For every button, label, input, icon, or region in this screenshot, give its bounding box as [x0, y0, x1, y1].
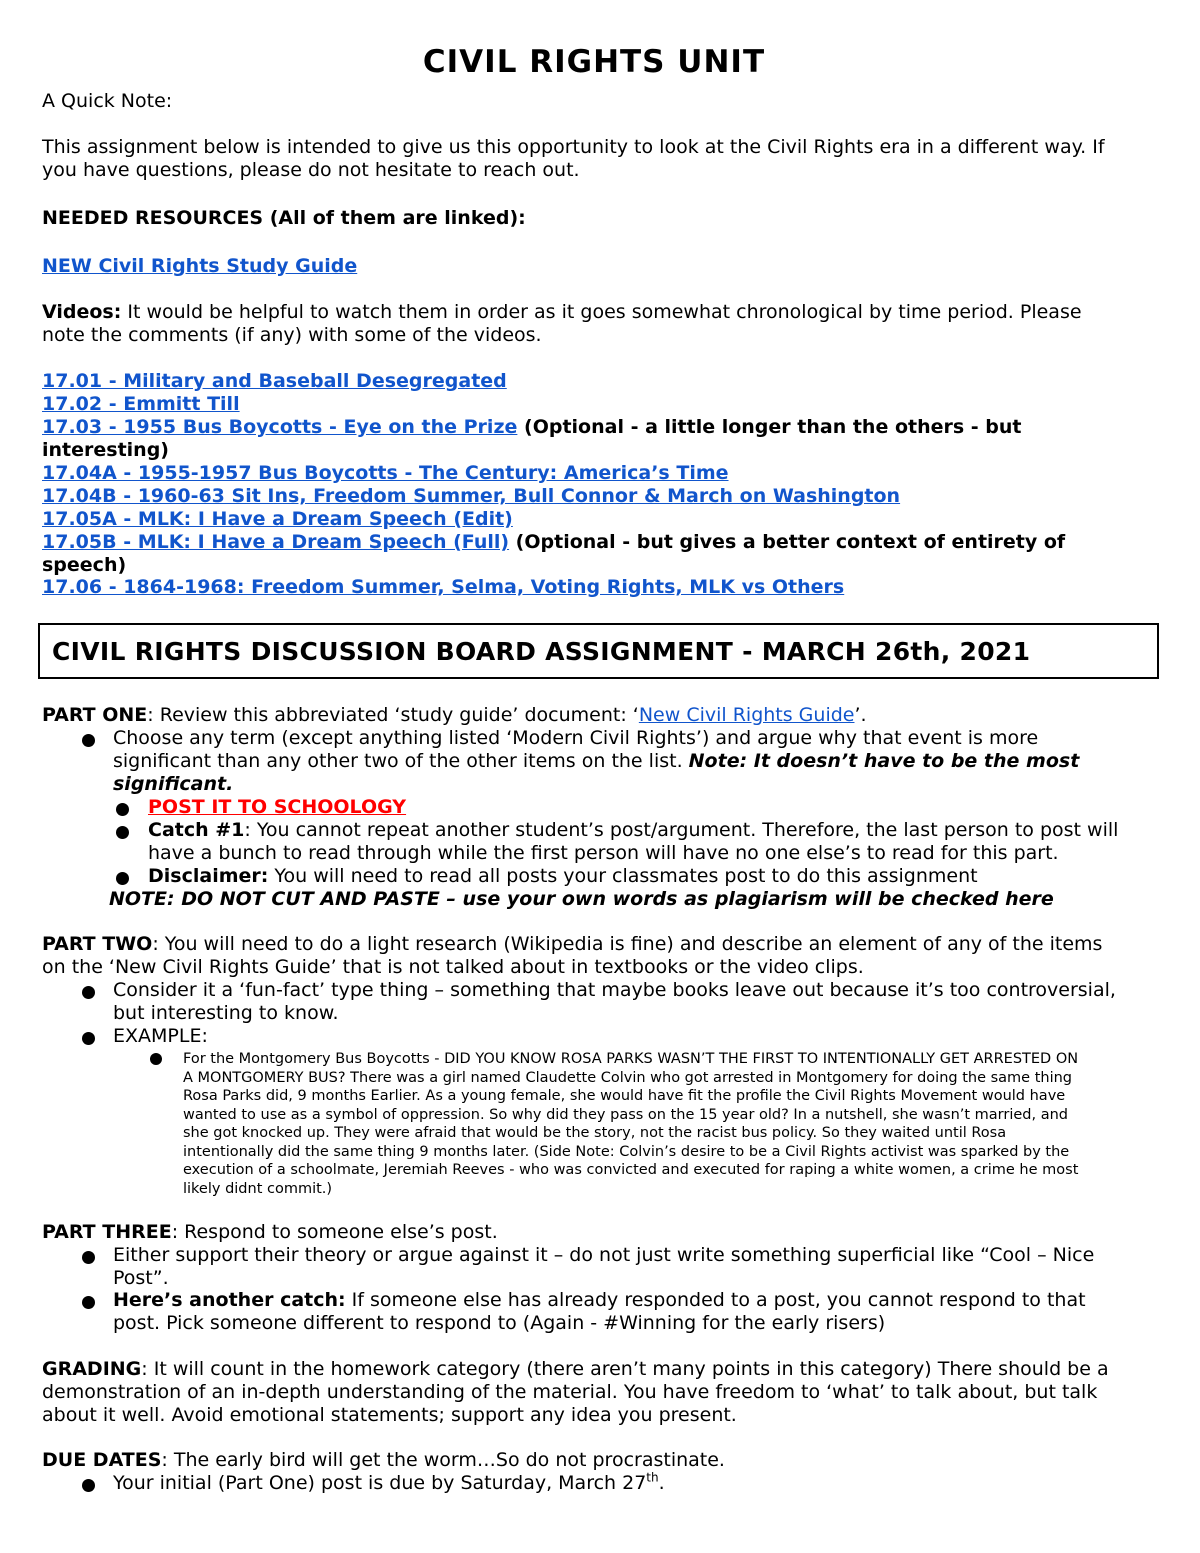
video-link-17-03[interactable]: 17.03 - 1955 Bus Boycotts - Eye on the Prize	[42, 416, 518, 438]
part-two-bullet-1-line-1: Consider it a ‘fun-fact’ type thing – something that maybe books leave out because it’s too controversial,	[113, 979, 1116, 1001]
grading-text: : It will count in the homework category (there aren’t many points in this category) There should be a	[141, 1358, 1109, 1380]
resources-heading: NEEDED RESOURCES (All of them are linked):	[42, 207, 526, 229]
part-two-bullet-1-line-2: but interesting to know.	[113, 1002, 339, 1024]
part-three-bullet-1-line-1: Either support their theory or argue against it – do not just write something superficial like “Cool – Nice	[113, 1244, 1095, 1266]
part-three-text: : Respond to someone else’s post.	[171, 1221, 498, 1243]
catch-1-line-1	[148, 819, 1118, 842]
due-date-end: .	[658, 1472, 665, 1494]
part-one-label: PART ONE	[42, 704, 148, 726]
another-catch-label: Here’s another catch:	[113, 1289, 346, 1311]
bullet-dot	[116, 826, 129, 839]
example-line-8: likely didnt commit.)	[183, 1180, 333, 1197]
videos-label: Videos:	[42, 301, 122, 323]
part-one-intro	[42, 704, 867, 727]
example-line-5: she got knocked up. They were afraid that would be the story, not the racist bus policy. So they waited until Rosa	[183, 1125, 1007, 1141]
study-guide-link[interactable]: NEW Civil Rights Study Guide	[42, 255, 358, 277]
video-link-17-05b[interactable]: 17.05B - MLK: I Have a Dream Speech (Full)	[42, 531, 510, 553]
disclaimer-text: You will need to read all posts your classmates post to do this assignment	[268, 865, 978, 887]
example-line-3: Rosa Parks did, 9 months Earlier. As a young female, she would have fit the profile the Civil Rights Movement would have	[183, 1088, 1066, 1104]
video-link-17-04b[interactable]: 17.04B - 1960-63 Sit Ins, Freedom Summer, Bull Connor & March on Washington	[42, 485, 901, 507]
part-one-bullet-1-line-2	[113, 750, 1079, 773]
video-note-17-05b: (Optional - but gives a better context of entirety of	[509, 531, 1066, 553]
another-catch-text: If someone else has already responded to a post, you cannot respond to that	[345, 1289, 1086, 1311]
intro-line-2: you have questions, please do not hesitate to reach out.	[42, 159, 580, 181]
example-line-2: A MONTGOMERY BUS? There was a girl named Claudette Colvin who got arrested in Montgomery for doing the same thing	[183, 1069, 1072, 1086]
part-two-line-2: on the ‘New Civil Rights Guide’ that is not talked about in textbooks or the video clips.	[42, 956, 864, 978]
grading-line-2: demonstration of an in-depth understanding of the material. You have freedom to ‘what’ to talk about, but talk	[42, 1381, 1098, 1403]
due-date-text: Your initial (Part One) post is due by Saturday, March 27	[113, 1472, 647, 1494]
video-note-17-03-cont: interesting)	[42, 439, 169, 461]
example-label: EXAMPLE:	[113, 1025, 208, 1047]
bullet-dot	[82, 1032, 95, 1045]
bullet-dot	[82, 1296, 95, 1309]
bullet-dot	[116, 803, 129, 816]
part-two-line-1	[42, 933, 1102, 956]
grading-label: GRADING	[42, 1358, 142, 1380]
videos-paragraph	[42, 301, 1082, 324]
post-to-schoology: POST IT TO SCHOOLOGY	[148, 796, 407, 818]
catch-1-line-2: have a bunch to read through while the first person will have no one else’s to read for this part.	[148, 842, 1059, 864]
grading-line-1	[42, 1358, 1109, 1381]
part-one-note-cont: significant.	[113, 773, 234, 795]
video-link-17-04a[interactable]: 17.04A - 1955-1957 Bus Boycotts - The Century: America’s Time	[42, 462, 729, 484]
grading-line-3: about it well. Avoid emotional statements; support any idea you present.	[42, 1404, 737, 1426]
video-note-17-05b-cont: speech)	[42, 554, 127, 576]
catch-1-label: Catch #1	[148, 819, 245, 841]
videos-text-1: It would be helpful to watch them in order as it goes somewhat chronological by time period. Please	[121, 301, 1082, 323]
part-three-bullet-1-line-2: Post”.	[113, 1267, 169, 1289]
video-note-17-03: (Optional - a little longer than the others - but	[517, 416, 1022, 438]
bullet-dot	[82, 1251, 95, 1264]
video-link-17-02[interactable]: 17.02 - Emmitt Till	[42, 393, 240, 415]
due-dates-label: DUE DATES	[42, 1449, 162, 1471]
part-three-line	[42, 1221, 498, 1244]
example-line-4: wanted to use as a symbol of oppression. So why did they pass on the 15 year old? In a nutshell, she wasn’t married, and	[183, 1106, 1068, 1123]
bullet-dot	[116, 872, 129, 885]
bullet-dot	[82, 1479, 95, 1492]
due-dates-line	[42, 1449, 725, 1472]
quick-note-label: A Quick Note:	[42, 90, 173, 112]
new-civil-rights-guide-link[interactable]: New Civil Rights Guide	[638, 704, 855, 726]
part-one-bullet-1-line-1: Choose any term (except anything listed ‘Modern Civil Rights’) and argue why that event is more	[113, 727, 1039, 749]
part-one-bullet-1-text: significant than any other two of the other items on the list.	[113, 750, 689, 772]
bullet-dot	[150, 1053, 162, 1065]
video-link-17-06[interactable]: 17.06 - 1864-1968: Freedom Summer, Selma, Voting Rights, MLK vs Others	[42, 576, 845, 598]
due-dates-text: : The early bird will get the worm…So do not procrastinate.	[161, 1449, 725, 1471]
bullet-dot	[82, 734, 95, 747]
part-one-text: : Review this abbreviated ‘study guide’ document: ‘	[147, 704, 639, 726]
example-line-6: intentionally did the same thing 9 months later. (Side Note: Colvin’s desire to be a Civil Rights activist was sparked by the	[183, 1143, 1070, 1160]
disclaimer-label: Disclaimer:	[148, 865, 269, 887]
part-three-bullet-2-line-2: post. Pick someone different to respond to (Again - #Winning for the early risers)	[113, 1312, 886, 1334]
part-one-text-end: ’.	[854, 704, 867, 726]
date-suffix: th	[646, 1470, 659, 1485]
part-two-text: : You will need to do a light research (Wikipedia is fine) and describe an element of any of the items	[152, 933, 1103, 955]
intro-line-1: This assignment below is intended to give us this opportunity to look at the Civil Rights era in a different way. If	[42, 136, 1105, 158]
videos-text-2: note the comments (if any) with some of the videos.	[42, 324, 542, 346]
part-two-label: PART TWO	[42, 933, 153, 955]
assignment-box-title: CIVIL RIGHTS DISCUSSION BOARD ASSIGNMENT - MARCH 26th, 2021	[52, 637, 1031, 666]
due-date-bullet-1	[113, 1472, 665, 1495]
part-three-label: PART THREE	[42, 1221, 172, 1243]
catch-1-text: : You cannot repeat another student’s post/argument. Therefore, the last person to post will	[244, 819, 1119, 841]
no-copy-paste-note: NOTE: DO NOT CUT AND PASTE – use your own words as plagiarism will be checked here	[109, 888, 1054, 910]
part-three-bullet-2-line-1	[113, 1289, 1086, 1312]
part-one-note: Note: It doesn’t have to be the most	[688, 750, 1080, 772]
example-line-7: execution of a schoolmate, Jeremiah Reeves - who was convicted and executed for raping a white women, a crime he most	[183, 1162, 1079, 1178]
disclaimer-line	[148, 865, 978, 888]
video-link-17-01[interactable]: 17.01 - Military and Baseball Desegregated	[42, 370, 507, 392]
example-line-1: For the Montgomery Bus Boycotts - DID YOU KNOW ROSA PARKS WASN’T THE FIRST TO INTENTIONALLY GET ARRESTED ON	[183, 1051, 1079, 1067]
bullet-dot	[82, 986, 95, 999]
video-link-17-05a[interactable]: 17.05A - MLK: I Have a Dream Speech (Edit)	[42, 508, 513, 530]
page-title: CIVIL RIGHTS UNIT	[422, 44, 766, 80]
